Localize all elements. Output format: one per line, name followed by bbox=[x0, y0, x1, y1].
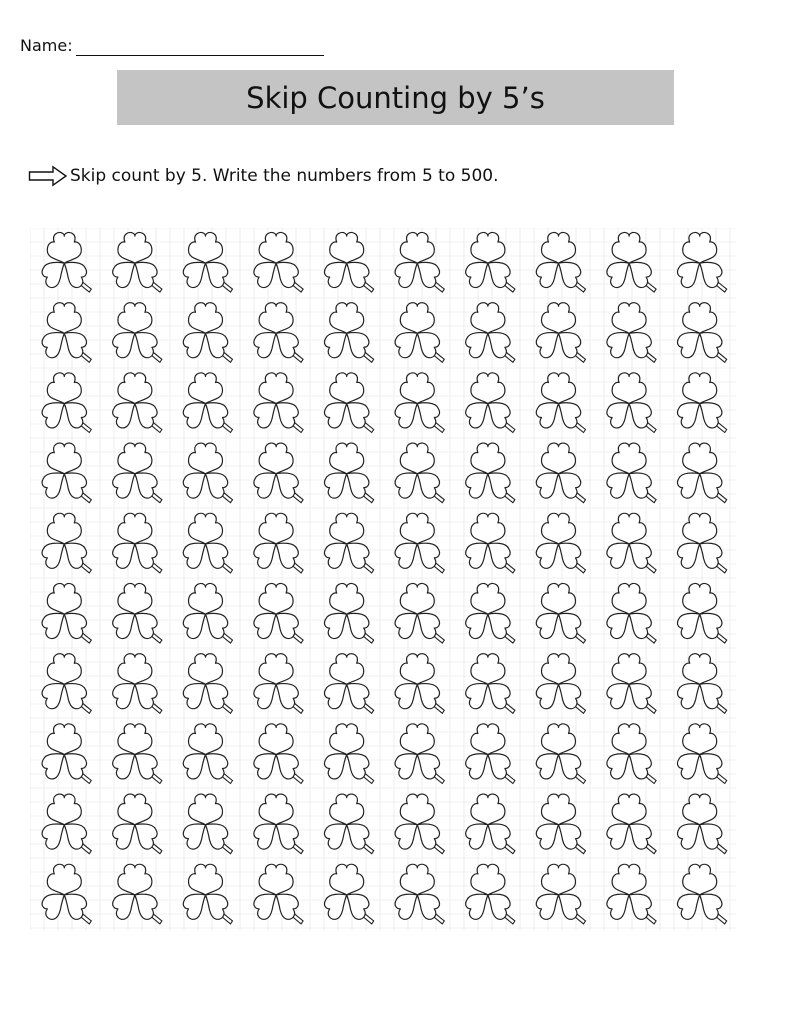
shamrock-icon[interactable] bbox=[183, 724, 232, 784]
shamrock-icon[interactable] bbox=[324, 303, 373, 363]
shamrock-icon[interactable] bbox=[183, 303, 232, 363]
shamrock-icon[interactable] bbox=[395, 794, 444, 854]
shamrock-icon[interactable] bbox=[395, 724, 444, 784]
shamrock-icon[interactable] bbox=[607, 794, 656, 854]
shamrock-icon[interactable] bbox=[183, 794, 232, 854]
shamrock-leaves bbox=[536, 864, 580, 919]
shamrock-leaves bbox=[42, 303, 86, 358]
shamrock-leaves bbox=[254, 794, 298, 849]
shamrock-icon[interactable] bbox=[536, 724, 585, 784]
shamrock-leaves bbox=[677, 794, 721, 849]
shamrock-icon[interactable] bbox=[536, 794, 585, 854]
shamrock-icon[interactable] bbox=[183, 233, 232, 293]
shamrock-leaves bbox=[113, 233, 157, 288]
shamrock-leaves bbox=[466, 443, 510, 498]
shamrock-grid bbox=[30, 228, 736, 930]
shamrock-leaves bbox=[324, 303, 368, 358]
shamrock-leaves bbox=[536, 303, 580, 358]
right-arrow-icon bbox=[28, 165, 68, 187]
shamrock-icon[interactable] bbox=[42, 794, 91, 854]
shamrock-leaves bbox=[536, 443, 580, 498]
shamrock-icon[interactable] bbox=[113, 724, 162, 784]
shamrock-icon[interactable] bbox=[536, 303, 585, 363]
shamrock-icon[interactable] bbox=[113, 233, 162, 293]
instruction-text: Skip count by 5. Write the numbers from 5 to 500. bbox=[70, 166, 499, 186]
shamrock-icon[interactable] bbox=[324, 724, 373, 784]
shamrock-leaves bbox=[466, 794, 510, 849]
shamrock-leaves bbox=[607, 794, 651, 849]
shamrock-leaves bbox=[254, 513, 298, 568]
shamrock-leaves bbox=[395, 233, 439, 288]
shamrock-icon[interactable] bbox=[42, 303, 91, 363]
shamrock-leaves bbox=[254, 303, 298, 358]
shamrock-leaves bbox=[395, 373, 439, 428]
shamrock-icon[interactable] bbox=[466, 794, 515, 854]
shamrock-leaves bbox=[183, 233, 227, 288]
shamrock-icon[interactable] bbox=[607, 233, 656, 293]
shamrock-grid-svg bbox=[30, 228, 736, 930]
shamrock-leaves bbox=[677, 443, 721, 498]
shamrock-icon[interactable] bbox=[607, 864, 656, 924]
name-blank-line[interactable] bbox=[76, 35, 324, 56]
shamrock-leaves bbox=[466, 373, 510, 428]
shamrock-leaves bbox=[183, 794, 227, 849]
shamrock-leaves bbox=[183, 513, 227, 568]
title-banner bbox=[117, 70, 674, 125]
shamrock-leaves bbox=[607, 303, 651, 358]
shamrock-icon[interactable] bbox=[42, 724, 91, 784]
instruction-row bbox=[28, 162, 499, 190]
shamrock-leaves bbox=[324, 794, 368, 849]
shamrock-icon[interactable] bbox=[42, 864, 91, 924]
shamrock-leaves bbox=[113, 794, 157, 849]
shamrock-leaves bbox=[113, 373, 157, 428]
shamrock-icon[interactable] bbox=[466, 654, 515, 714]
shamrock-leaves bbox=[254, 864, 298, 919]
shamrock-leaves bbox=[395, 513, 439, 568]
shamrock-leaves bbox=[42, 373, 86, 428]
shamrock-leaves bbox=[254, 233, 298, 288]
shamrock-icon[interactable] bbox=[324, 654, 373, 714]
shamrock-icon[interactable] bbox=[466, 303, 515, 363]
shamrock-icon[interactable] bbox=[324, 864, 373, 924]
shamrock-icon[interactable] bbox=[466, 724, 515, 784]
shamrock-icon[interactable] bbox=[113, 794, 162, 854]
shamrock-leaves bbox=[183, 303, 227, 358]
shamrock-leaves bbox=[536, 233, 580, 288]
shamrock-icon[interactable] bbox=[466, 233, 515, 293]
shamrock-leaves bbox=[113, 513, 157, 568]
shamrock-leaves bbox=[607, 443, 651, 498]
shamrock-leaves bbox=[42, 233, 86, 288]
shamrock-leaves bbox=[677, 864, 721, 919]
shamrock-leaves bbox=[183, 864, 227, 919]
shamrock-leaves bbox=[395, 864, 439, 919]
shamrock-leaves bbox=[395, 443, 439, 498]
shamrock-icon[interactable] bbox=[42, 233, 91, 293]
shamrock-leaves bbox=[536, 373, 580, 428]
shamrock-leaves bbox=[395, 303, 439, 358]
shamrock-icon[interactable] bbox=[183, 864, 232, 924]
shamrock-leaves bbox=[254, 443, 298, 498]
shamrock-leaves bbox=[42, 864, 86, 919]
shamrock-leaves bbox=[113, 443, 157, 498]
shamrock-leaves bbox=[254, 373, 298, 428]
shamrock-icon[interactable] bbox=[113, 654, 162, 714]
name-field-row bbox=[20, 30, 324, 56]
shamrock-icon[interactable] bbox=[536, 654, 585, 714]
shamrock-icon[interactable] bbox=[607, 654, 656, 714]
shamrock-icon[interactable] bbox=[607, 303, 656, 363]
shamrock-leaves bbox=[677, 373, 721, 428]
shamrock-icon[interactable] bbox=[395, 303, 444, 363]
shamrock-leaves bbox=[677, 233, 721, 288]
shamrock-icon[interactable] bbox=[324, 794, 373, 854]
shamrock-leaves bbox=[324, 513, 368, 568]
shamrock-icon[interactable] bbox=[536, 233, 585, 293]
shamrock-leaves bbox=[677, 513, 721, 568]
shamrock-leaves bbox=[466, 303, 510, 358]
shamrock-leaves bbox=[324, 373, 368, 428]
shamrock-icon[interactable] bbox=[607, 724, 656, 784]
shamrock-leaves bbox=[113, 864, 157, 919]
shamrock-leaves bbox=[395, 794, 439, 849]
shamrock-icon[interactable] bbox=[395, 233, 444, 293]
shamrock-leaves bbox=[42, 513, 86, 568]
shamrock-icon[interactable] bbox=[113, 864, 162, 924]
shamrock-icon[interactable] bbox=[183, 654, 232, 714]
name-label: Name: bbox=[20, 36, 73, 55]
shamrock-leaves bbox=[607, 864, 651, 919]
shamrock-leaves bbox=[324, 233, 368, 288]
page-title: Skip Counting by 5’s bbox=[246, 80, 545, 115]
shamrock-leaves bbox=[324, 864, 368, 919]
shamrock-icon[interactable] bbox=[42, 654, 91, 714]
shamrock-leaves bbox=[466, 864, 510, 919]
shamrock-icon[interactable] bbox=[395, 864, 444, 924]
shamrock-leaves bbox=[677, 303, 721, 358]
shamrock-leaves bbox=[607, 513, 651, 568]
shamrock-leaves bbox=[42, 794, 86, 849]
shamrock-icon[interactable] bbox=[536, 864, 585, 924]
shamrock-leaves bbox=[183, 443, 227, 498]
shamrock-leaves bbox=[42, 443, 86, 498]
shamrock-icon[interactable] bbox=[466, 864, 515, 924]
shamrock-leaves bbox=[607, 233, 651, 288]
shamrock-icon[interactable] bbox=[324, 233, 373, 293]
shamrock-leaves bbox=[607, 373, 651, 428]
shamrock-leaves bbox=[536, 513, 580, 568]
shamrock-leaves bbox=[113, 303, 157, 358]
shamrock-icon[interactable] bbox=[113, 303, 162, 363]
shamrock-leaves bbox=[324, 443, 368, 498]
shamrock-leaves bbox=[536, 794, 580, 849]
shamrock-leaves bbox=[466, 513, 510, 568]
shamrock-icon[interactable] bbox=[395, 654, 444, 714]
shamrock-leaves bbox=[183, 373, 227, 428]
shamrock-leaves bbox=[466, 233, 510, 288]
